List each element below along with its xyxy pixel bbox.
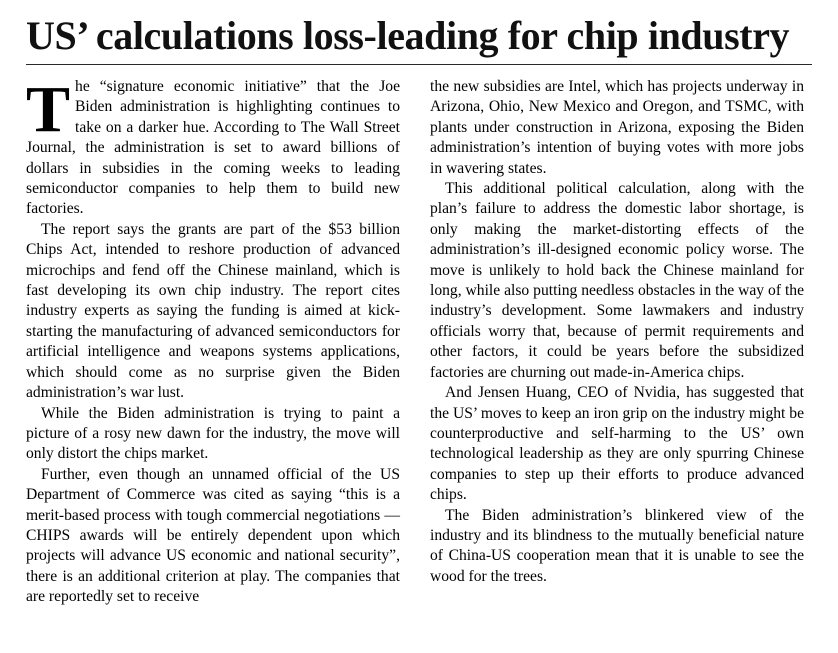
paragraph: Further, even though an unnamed official of the US Department of Commerce was cited as saying “this is a merit-based process with tough commercial negotiations — CHIPS awards will be entirely dependent upon which projects will advance US economic and national security”, there is an additional criterion at play. The companies that are reportedly set to receive	[26, 465, 400, 606]
paragraph: The Biden administration’s blinkered view of the industry and its blindness to the mutually beneficial nature of China-US cooperation mean that it is unable to see the wood for the trees.	[430, 506, 804, 585]
paragraph: This additional political calculation, along with the plan’s failure to address the domestic labor shortage, is only making the market-distorting effects of the administration’s ill-designed economic policy worse. The move is unlikely to hold back the Chinese mainland for long, while also putting needless obstacles in the way of the industry’s development. Some lawmakers and industry officials worry that, because of permit requirements and other factors, it could be years before the subsidized factories are churning out made-in-America chips.	[430, 180, 804, 381]
paragraph: The report says the grants are part of the $53 billion Chips Act, intended to reshore production of advanced microchips and fend off the Chinese mainland, which is fast developing its own chip industry. The report cites industry experts as saying the funding is aimed at kick-starting the manufacturing of advanced semiconductors for artificial intelligence and weapons systems applications, which should come as no surprise given the Biden administration’s war lust.	[26, 220, 400, 402]
paragraph-text: he “signature economic initiative” that the Joe Biden administration is highlighting continues to take on a darker hue. According to The Wall Street Journal, the administration is set to award billions of dollars in subsidies in the coming weeks to leading semiconductor companies to help them to build new factories.	[26, 78, 400, 218]
article-column-right	[430, 77, 804, 587]
headline-divider	[26, 64, 812, 65]
drop-cap: T	[26, 73, 71, 146]
article-column-left	[26, 73, 400, 608]
paragraph: And Jensen Huang, CEO of Nvidia, has suggested that the US’ moves to keep an iron grip on the industry might be counterproductive and self-harming to the US’ own technological leadership as they are only spurring Chinese companies to step up their efforts to produce advanced chips.	[430, 384, 804, 504]
page-title: US’ calculations loss-leading for chip industry	[26, 13, 790, 58]
article-columns	[26, 73, 812, 608]
paragraph: the new subsidies are Intel, which has projects underway in Arizona, Ohio, New Mexico and Oregon, and TSMC, with plants under construction in Arizona, exposing the Biden administration’s intention of buying votes with more jobs in wavering states.	[430, 78, 804, 177]
paragraph	[26, 73, 400, 220]
paragraph: While the Biden administration is trying to paint a picture of a rosy new dawn for the industry, the move will only distort the chips market.	[26, 404, 400, 463]
